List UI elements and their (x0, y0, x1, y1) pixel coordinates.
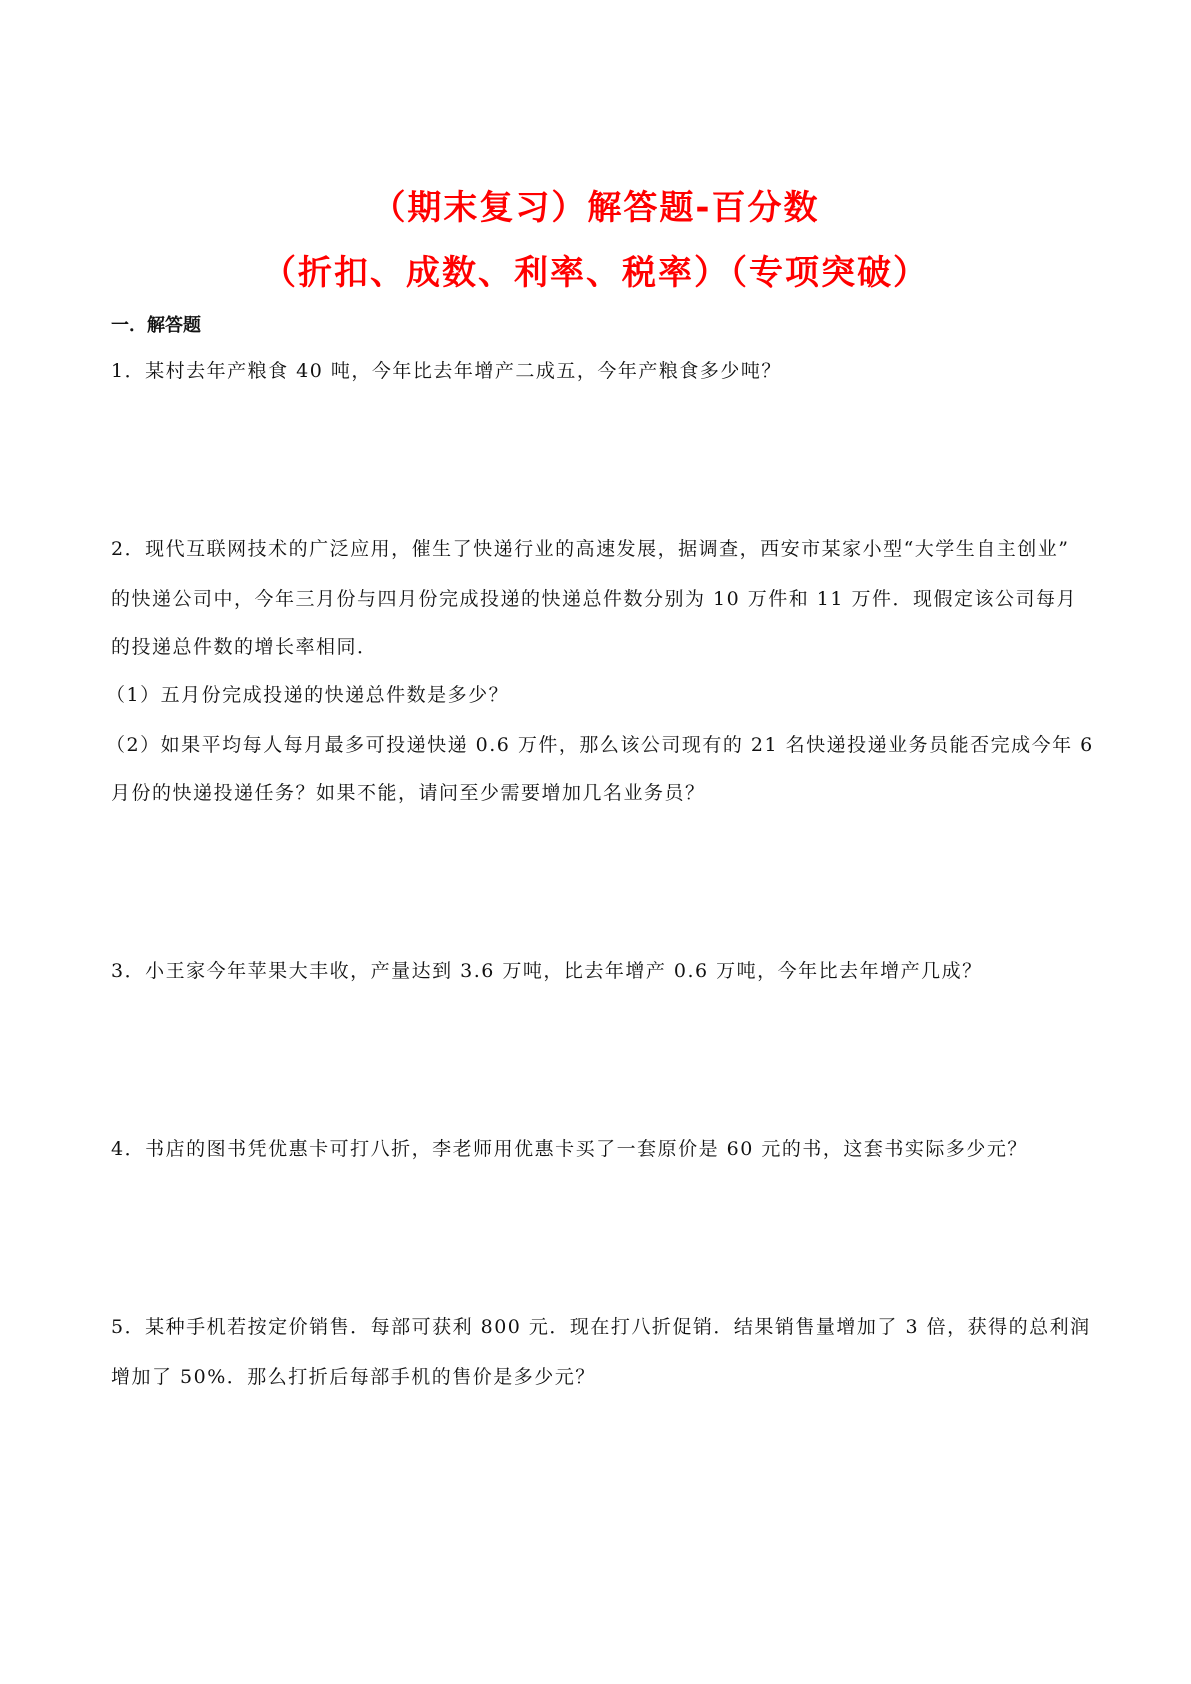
question-2-line-1: 2．现代互联网技术的广泛应用，催生了快递行业的高速发展，据调查，西安市某家小型“大学生自主创业” (111, 538, 1070, 560)
page-subtitle: （折扣、成数、利率、税率）（专项突破） (262, 253, 929, 293)
question-3-line-1: 3．小王家今年苹果大丰收，产量达到 3.6 万吨，比去年增产 0.6 万吨，今年比去年增产几成？ (111, 960, 983, 982)
question-5-line-2: 增加了 50%．那么打折后每部手机的售价是多少元？ (111, 1366, 596, 1388)
question-5-line-1: 5．某种手机若按定价销售．每部可获利 800 元．现在打八折促销．结果销售量增加了 3 倍，获得的总利润 (111, 1316, 1091, 1338)
section-heading: 一．解答题 (111, 315, 201, 336)
question-2-part-2: （2）如果平均每人每月最多可投递快递 0.6 万件，那么该公司现有的 21 名快递投递业务员能否完成今年 6 (106, 734, 1094, 756)
question-1-line-1: 1．某村去年产粮食 40 吨，今年比去年增产二成五，今年产粮食多少吨？ (111, 360, 782, 382)
question-2-part-1: （1）五月份完成投递的快递总件数是多少？ (106, 684, 510, 706)
question-2-line-6: 月份的快递投递任务？如果不能，请问至少需要增加几名业务员？ (111, 782, 706, 804)
question-2-line-2: 的快递公司中，今年三月份与四月份完成投递的快递总件数分别为 10 万件和 11 万件．现假定该公司每月 (111, 588, 1078, 610)
page-title: （期末复习）解答题-百分数 (371, 188, 820, 228)
question-2-line-3: 的投递总件数的增长率相同． (111, 636, 378, 658)
question-4-line-1: 4．书店的图书凭优惠卡可打八折，李老师用优惠卡买了一套原价是 60 元的书，这套书实际多少元？ (111, 1138, 1028, 1160)
